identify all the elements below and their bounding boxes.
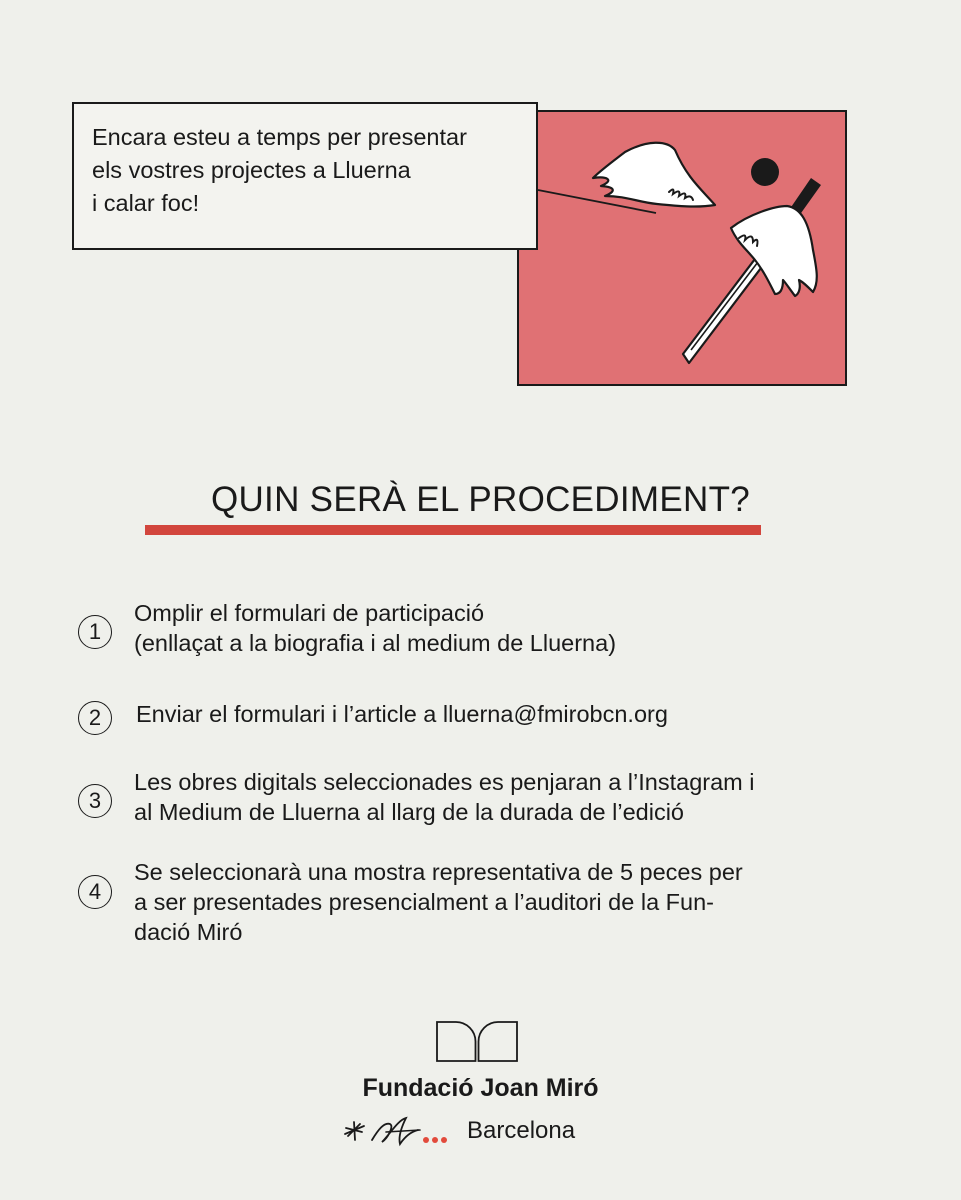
callout-line: i calar foc!: [92, 190, 200, 216]
callout-line: els vostres projectes a Lluerna: [92, 157, 411, 183]
step-line: Omplir el formulari de participació: [134, 600, 485, 626]
winged-match-icon: [517, 110, 847, 386]
brand-name: Fundació Joan Miró: [362, 1074, 599, 1102]
step-line: Enviar el formulari i l’article a lluerna@fmirobcn.org: [136, 701, 668, 727]
fundacio-logo-icon: [436, 1021, 518, 1062]
callout-box: [72, 102, 538, 250]
step-number: 3: [78, 784, 112, 818]
section-title-underline: [145, 525, 761, 535]
step-text: [134, 598, 616, 658]
miro-signature-icon: [342, 1110, 458, 1150]
city-name: Barcelona: [467, 1117, 576, 1144]
step-number: 4: [78, 875, 112, 909]
step-text: [134, 767, 755, 827]
step-line: (enllaçat a la biografia i al medium de Lluerna): [134, 630, 617, 656]
step-text: [134, 857, 743, 947]
step-text: [136, 699, 668, 729]
step-line: Les obres digitals seleccionades es penjaran a l’Instagram i: [134, 769, 755, 795]
step-line: dació Miró: [134, 919, 243, 945]
section-title: QUIN SERÀ EL PROCEDIMENT?: [210, 480, 751, 519]
step-line: Se seleccionarà una mostra representativa de 5 peces per: [134, 859, 743, 885]
step-line: a ser presentades presencialment a l’auditori de la Fun-: [134, 889, 714, 915]
step-number: 2: [78, 701, 112, 735]
step-number: 1: [78, 615, 112, 649]
callout-line: Encara esteu a temps per presentar: [92, 124, 467, 150]
step-line: al Medium de Lluerna al llarg de la durada de l’edició: [134, 799, 684, 825]
